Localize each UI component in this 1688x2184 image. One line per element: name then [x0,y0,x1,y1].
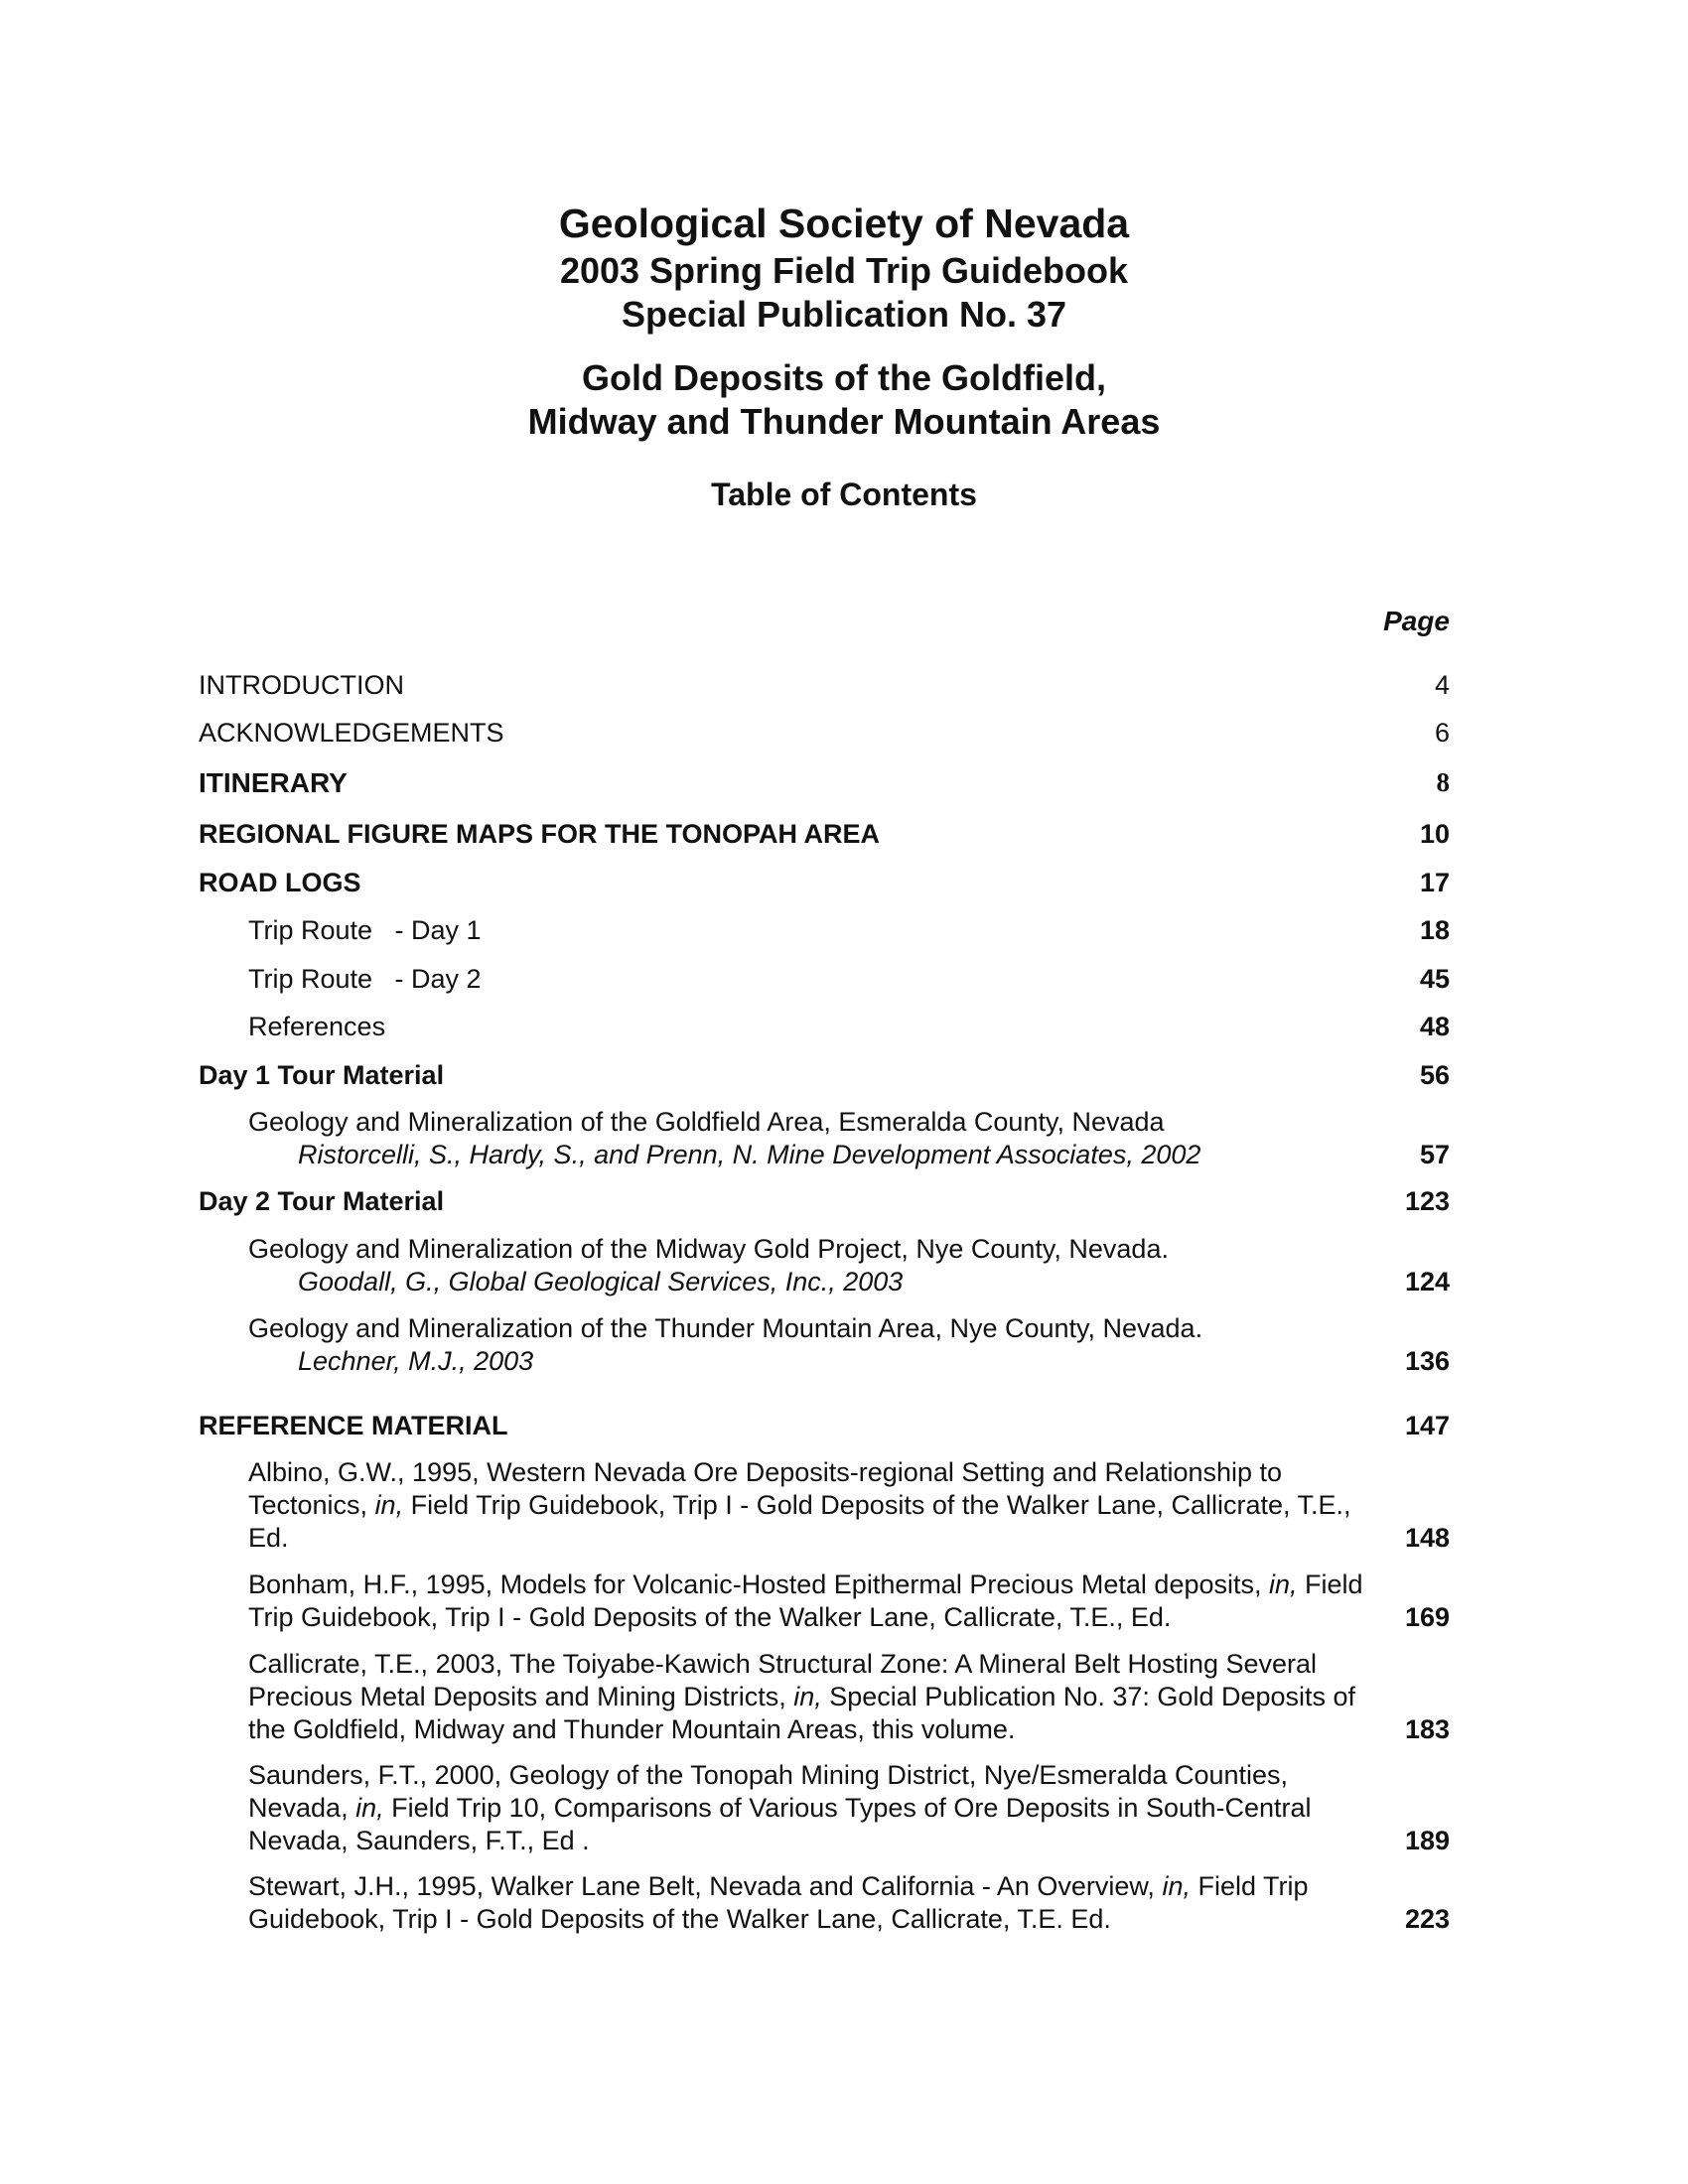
ref-entry-callicrate [248,1648,1450,1746]
organization-title: Geological Society of Nevada [558,201,1130,246]
toc-page: 48 [1419,1012,1450,1041]
toc-label: ROAD LOGS [199,868,361,897]
toc-page: 8 [1436,767,1450,797]
ref-text: Saunders, F.T., 2000, Geology of the Tonopah Mining District, Nye/Esmeralda Counties, Nevada, in, Field Trip 10, Comparisons of Various Types of Ore Deposits in South-Central Nevada, Saunders, F.T., Ed . [248,1760,1312,1855]
toc-page: 136 [1404,1346,1450,1376]
publication-number: Special Publication No. 37 [621,294,1067,335]
toc-label: ITINERARY [199,767,348,798]
toc-page: 124 [1404,1267,1450,1297]
toc-page: 57 [1419,1140,1450,1169]
ref-text: Stewart, J.H., 1995, Walker Lane Belt, Nevada and California - An Overview, in, Field Trip Guidebook, Trip I - Gold Deposits of the Walker Lane, Callicrate, T.E. Ed. [248,1871,1309,1934]
document-title-line1: Gold Deposits of the Goldfield, [582,357,1106,398]
toc-page: 17 [1419,868,1450,897]
toc-label: Day 1 Tour Material [199,1060,445,1090]
toc-heading: Table of Contents [711,477,977,512]
toc-page: 6 [1434,718,1450,748]
ref-text: Bonham, H.F., 1995, Models for Volcanic-Hosted Epithermal Precious Metal deposits, in, Field Trip Guidebook, Trip I - Gold Deposits of the Walker Lane, Callicrate, T.E., Ed. [248,1570,1363,1632]
ref-entry-bonham [248,1569,1450,1634]
toc-entry-goldfield [248,1106,1450,1171]
entry-author: Goodall, G., Global Geological Services, Inc., 2003 [298,1267,904,1297]
ref-entry-saunders [248,1759,1450,1857]
ref-text: Albino, G.W., 1995, Western Nevada Ore Deposits-regional Setting and Relationship to Tectonics, in, Field Trip Guidebook, Trip I - Gold Deposits of the Walker Lane, Callicrate, T.E., Ed. [248,1457,1351,1553]
toc-page: 189 [1404,1826,1450,1855]
toc-page: 183 [1404,1714,1450,1744]
toc-page: 169 [1404,1602,1450,1632]
entry-title: Geology and Mineralization of the Midway Gold Project, Nye County, Nevada. [248,1234,1169,1264]
toc-page: 45 [1419,964,1450,994]
toc-entry-midway [248,1233,1450,1298]
guidebook-title: 2003 Spring Field Trip Guidebook [559,250,1129,291]
page-column-heading: Page [1383,606,1450,636]
toc-page: 10 [1419,819,1450,849]
ref-entry-albino [248,1456,1450,1555]
entry-author: Ristorcelli, S., Hardy, S., and Prenn, N. Mine Development Associates, 2002 [298,1140,1201,1169]
toc-label: Trip Route - Day 2 [248,964,482,994]
toc-page: 4 [1434,670,1450,700]
toc-label: REFERENCE MATERIAL [199,1411,508,1440]
toc-label: ACKNOWLEDGEMENTS [199,718,504,748]
toc-label: INTRODUCTION [199,670,404,700]
entry-title: Geology and Mineralization of the Thunder Mountain Area, Nye County, Nevada. [248,1313,1203,1343]
toc-page: 123 [1404,1186,1450,1216]
toc-page: 147 [1404,1411,1450,1440]
entry-author: Lechner, M.J., 2003 [298,1346,534,1376]
ref-entry-stewart [248,1870,1450,1936]
toc-page: 223 [1404,1904,1450,1934]
document-title-line2: Midway and Thunder Mountain Areas [527,401,1161,442]
toc-page: 18 [1419,915,1450,945]
entry-title: Geology and Mineralization of the Goldfield Area, Esmeralda County, Nevada [248,1107,1165,1137]
toc-entry-thunder-mountain [248,1312,1450,1378]
toc-label: Day 2 Tour Material [199,1186,445,1216]
toc-page: 56 [1419,1060,1450,1090]
toc-label: Trip Route - Day 1 [248,915,482,945]
toc-label: REGIONAL FIGURE MAPS FOR THE TONOPAH AREA [199,819,881,849]
toc-label: References [248,1012,386,1041]
ref-text: Callicrate, T.E., 2003, The Toiyabe-Kawich Structural Zone: A Mineral Belt Hosting Several Precious Metal Deposits and Mining Districts, in, Special Publication No. 37: Gold Deposits of the Goldfield, Midway and Thunder Mountain Areas, this volume. [248,1649,1356,1744]
toc-page: 148 [1404,1523,1450,1553]
